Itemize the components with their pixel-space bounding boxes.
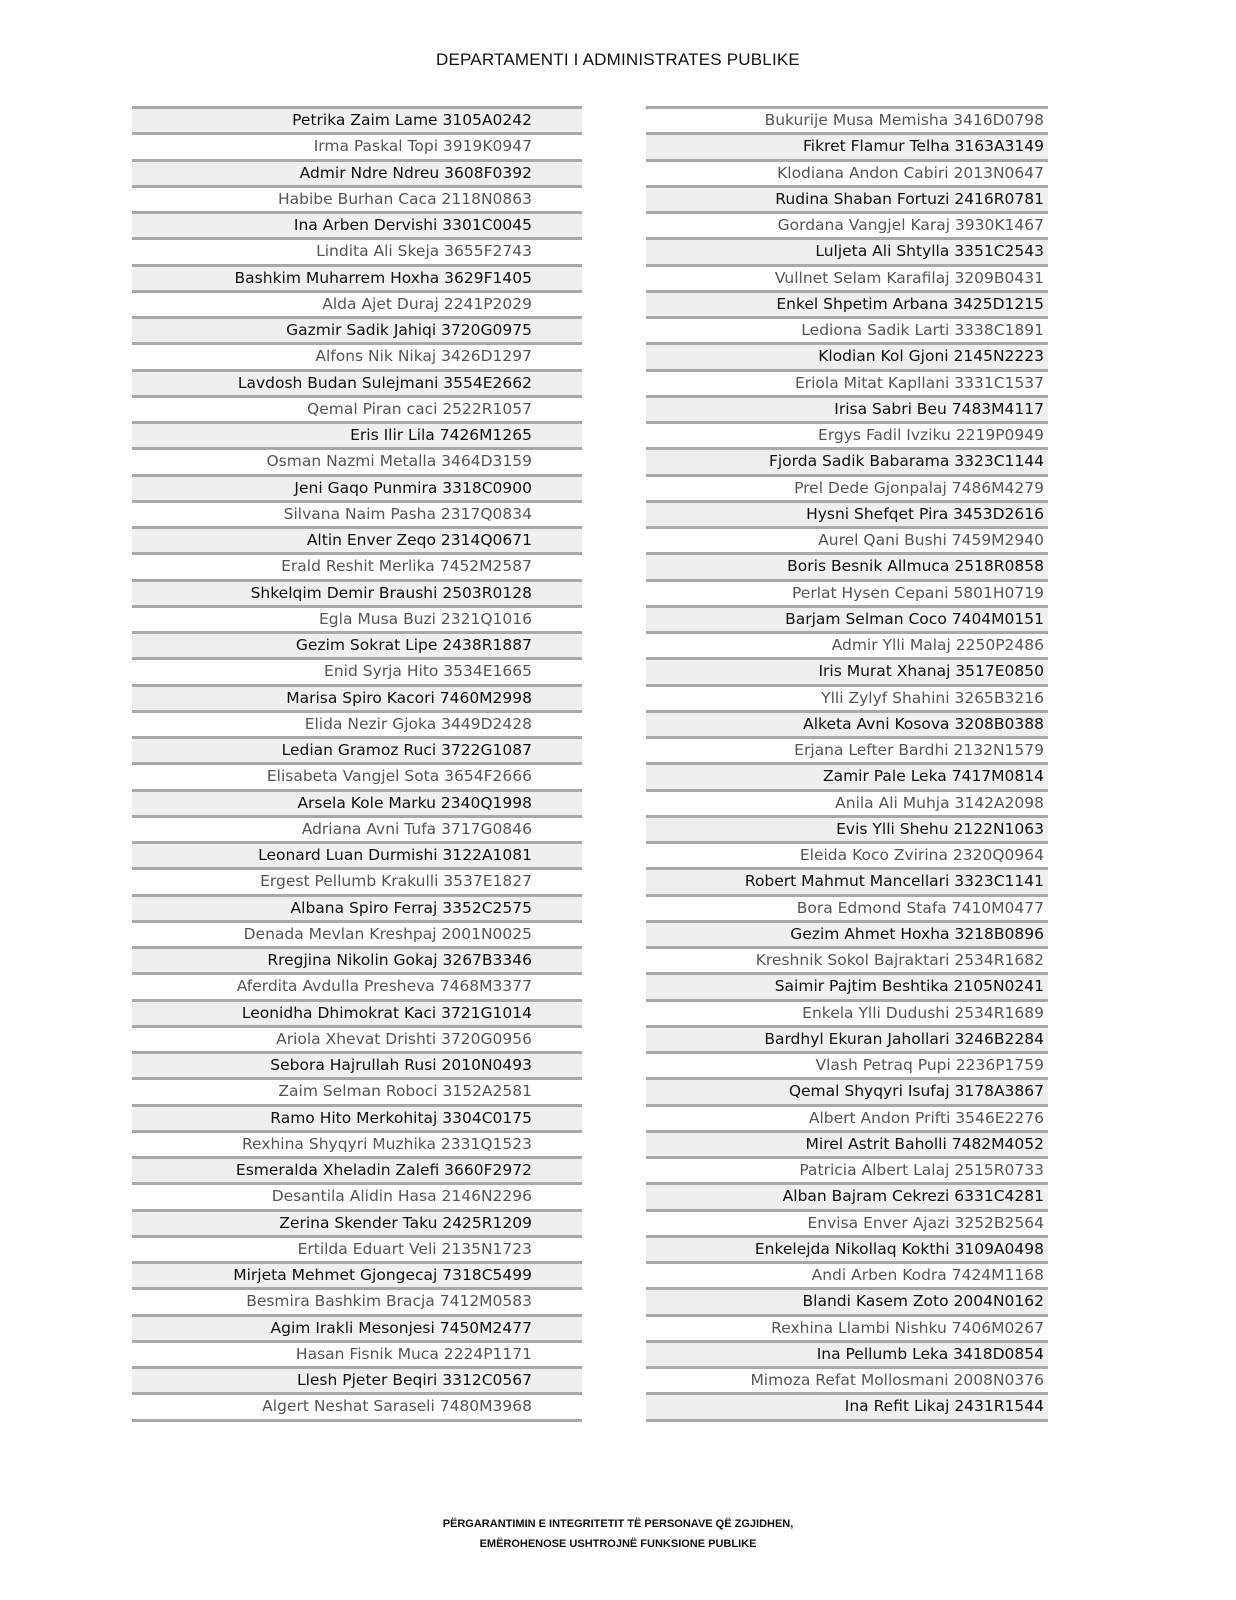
list-item: Rexhina Llambi Nishku 7406M0267 xyxy=(646,1314,1048,1340)
list-item: Ramo Hito Merkohitaj 3304C0175 xyxy=(132,1104,582,1130)
list-item: Ariola Xhevat Drishti 3720G0956 xyxy=(132,1025,582,1051)
list-item: Albana Spiro Ferraj 3352C2575 xyxy=(132,894,582,920)
list-item: Lediona Sadik Larti 3338C1891 xyxy=(646,316,1048,342)
list-item: Ledian Gramoz Ruci 3722G1087 xyxy=(132,736,582,762)
left-column-list xyxy=(132,106,582,1422)
list-item: Admir Ndre Ndreu 3608F0392 xyxy=(132,159,582,185)
list-item: Perlat Hysen Cepani 5801H0719 xyxy=(646,579,1048,605)
list-item: Marisa Spiro Kacori 7460M2998 xyxy=(132,684,582,710)
list-item: Eleida Koco Zvirina 2320Q0964 xyxy=(646,841,1048,867)
list-item: Denada Mevlan Kreshpaj 2001N0025 xyxy=(132,920,582,946)
right-column-list xyxy=(646,106,1048,1422)
footer-line-2: EMËROHENOSE USHTROJNË FUNKSIONE PUBLIKE xyxy=(479,1538,757,1550)
list-item: Altin Enver Zeqo 2314Q0671 xyxy=(132,526,582,552)
list-item: Agim Irakli Mesonjesi 7450M2477 xyxy=(132,1314,582,1340)
list-item: Alda Ajet Duraj 2241P2029 xyxy=(132,290,582,316)
list-item: Llesh Pjeter Beqiri 3312C0567 xyxy=(132,1366,582,1392)
list-item: Rudina Shaban Fortuzi 2416R0781 xyxy=(646,185,1048,211)
list-item: Albert Andon Prifti 3546E2276 xyxy=(646,1104,1048,1130)
list-item: Vlash Petraq Pupi 2236P1759 xyxy=(646,1051,1048,1077)
list-item: Leonidha Dhimokrat Kaci 3721G1014 xyxy=(132,999,582,1025)
list-item: Fikret Flamur Telha 3163A3149 xyxy=(646,132,1048,158)
list-item: Adriana Avni Tufa 3717G0846 xyxy=(132,815,582,841)
list-item: Zaim Selman Roboci 3152A2581 xyxy=(132,1077,582,1103)
list-item: Lindita Ali Skeja 3655F2743 xyxy=(132,237,582,263)
list-item: Erjana Lefter Bardhi 2132N1579 xyxy=(646,736,1048,762)
list-item: Anila Ali Muhja 3142A2098 xyxy=(646,789,1048,815)
list-item: Mimoza Refat Mollosmani 2008N0376 xyxy=(646,1366,1048,1392)
list-item: Ina Arben Dervishi 3301C0045 xyxy=(132,211,582,237)
list-item: Ina Pellumb Leka 3418D0854 xyxy=(646,1340,1048,1366)
list-item: Evis Ylli Shehu 2122N1063 xyxy=(646,815,1048,841)
list-item: Alketa Avni Kosova 3208B0388 xyxy=(646,710,1048,736)
list-item: Elisabeta Vangjel Sota 3654F2666 xyxy=(132,762,582,788)
list-item: Leonard Luan Durmishi 3122A1081 xyxy=(132,841,582,867)
list-item: Enkela Ylli Dudushi 2534R1689 xyxy=(646,999,1048,1025)
list-item: Enid Syrja Hito 3534E1665 xyxy=(132,657,582,683)
list-item: Qemal Shyqyri Isufaj 3178A3867 xyxy=(646,1077,1048,1103)
list-item: Hasan Fisnik Muca 2224P1171 xyxy=(132,1340,582,1366)
list-item: Eris Ilir Lila 7426M1265 xyxy=(132,421,582,447)
list-item: Klodiana Andon Cabiri 2013N0647 xyxy=(646,159,1048,185)
list-item: Elida Nezir Gjoka 3449D2428 xyxy=(132,710,582,736)
list-item: Irma Paskal Topi 3919K0947 xyxy=(132,132,582,158)
list-item: Blandi Kasem Zoto 2004N0162 xyxy=(646,1287,1048,1313)
list-item: Ergest Pellumb Krakulli 3537E1827 xyxy=(132,867,582,893)
list-item: Bashkim Muharrem Hoxha 3629F1405 xyxy=(132,264,582,290)
list-item: Besmira Bashkim Bracja 7412M0583 xyxy=(132,1287,582,1313)
list-divider xyxy=(132,1419,582,1422)
list-item: Gezim Ahmet Hoxha 3218B0896 xyxy=(646,920,1048,946)
list-item: Alban Bajram Cekrezi 6331C4281 xyxy=(646,1182,1048,1208)
list-item: Irisa Sabri Beu 7483M4117 xyxy=(646,395,1048,421)
list-item: Gordana Vangjel Karaj 3930K1467 xyxy=(646,211,1048,237)
list-item: Kreshnik Sokol Bajraktari 2534R1682 xyxy=(646,946,1048,972)
list-item: Fjorda Sadik Babarama 3323C1144 xyxy=(646,447,1048,473)
list-item: Ylli Zylyf Shahini 3265B3216 xyxy=(646,684,1048,710)
list-item: Gazmir Sadik Jahiqi 3720G0975 xyxy=(132,316,582,342)
list-item: Qemal Piran caci 2522R1057 xyxy=(132,395,582,421)
list-item: Erald Reshit Merlika 7452M2587 xyxy=(132,552,582,578)
list-item: Arsela Kole Marku 2340Q1998 xyxy=(132,789,582,815)
list-item: Bukurije Musa Memisha 3416D0798 xyxy=(646,106,1048,132)
list-item: Hysni Shefqet Pira 3453D2616 xyxy=(646,500,1048,526)
list-item: Silvana Naim Pasha 2317Q0834 xyxy=(132,500,582,526)
page-footer xyxy=(0,1514,1236,1554)
list-item: Luljeta Ali Shtylla 3351C2543 xyxy=(646,237,1048,263)
list-item: Rregjina Nikolin Gokaj 3267B3346 xyxy=(132,946,582,972)
list-item: Desantila Alidin Hasa 2146N2296 xyxy=(132,1182,582,1208)
list-item: Habibe Burhan Caca 2118N0863 xyxy=(132,185,582,211)
list-item: Mirel Astrit Baholli 7482M4052 xyxy=(646,1130,1048,1156)
list-item: Admir Ylli Malaj 2250P2486 xyxy=(646,631,1048,657)
list-item: Aferdita Avdulla Presheva 7468M3377 xyxy=(132,972,582,998)
list-item: Andi Arben Kodra 7424M1168 xyxy=(646,1261,1048,1287)
list-item: Petrika Zaim Lame 3105A0242 xyxy=(132,106,582,132)
list-item: Patricia Albert Lalaj 2515R0733 xyxy=(646,1156,1048,1182)
list-item: Vullnet Selam Karafilaj 3209B0431 xyxy=(646,264,1048,290)
list-item: Klodian Kol Gjoni 2145N2223 xyxy=(646,342,1048,368)
list-item: Alfons Nik Nikaj 3426D1297 xyxy=(132,342,582,368)
list-item: Eriola Mitat Kapllani 3331C1537 xyxy=(646,369,1048,395)
list-item: Osman Nazmi Metalla 3464D3159 xyxy=(132,447,582,473)
page-title: DEPARTAMENTI I ADMINISTRATES PUBLIKE xyxy=(436,50,800,69)
list-item: Barjam Selman Coco 7404M0151 xyxy=(646,605,1048,631)
list-item: Aurel Qani Bushi 7459M2940 xyxy=(646,526,1048,552)
list-item: Rexhina Shyqyri Muzhika 2331Q1523 xyxy=(132,1130,582,1156)
list-item: Ertilda Eduart Veli 2135N1723 xyxy=(132,1235,582,1261)
list-item: Iris Murat Xhanaj 3517E0850 xyxy=(646,657,1048,683)
list-item: Envisa Enver Ajazi 3252B2564 xyxy=(646,1209,1048,1235)
list-item: Saimir Pajtim Beshtika 2105N0241 xyxy=(646,972,1048,998)
list-item: Ina Refit Likaj 2431R1544 xyxy=(646,1392,1048,1418)
list-item: Mirjeta Mehmet Gjongecaj 7318C5499 xyxy=(132,1261,582,1287)
list-item: Jeni Gaqo Punmira 3318C0900 xyxy=(132,474,582,500)
list-item: Gezim Sokrat Lipe 2438R1887 xyxy=(132,631,582,657)
list-item: Egla Musa Buzi 2321Q1016 xyxy=(132,605,582,631)
list-item: Bora Edmond Stafa 7410M0477 xyxy=(646,894,1048,920)
list-item: Sebora Hajrullah Rusi 2010N0493 xyxy=(132,1051,582,1077)
list-item: Boris Besnik Allmuca 2518R0858 xyxy=(646,552,1048,578)
list-item: Esmeralda Xheladin Zalefi 3660F2972 xyxy=(132,1156,582,1182)
list-item: Algert Neshat Saraseli 7480M3968 xyxy=(132,1392,582,1418)
list-item: Shkelqim Demir Braushi 2503R0128 xyxy=(132,579,582,605)
list-item: Zerina Skender Taku 2425R1209 xyxy=(132,1209,582,1235)
list-item: Bardhyl Ekuran Jahollari 3246B2284 xyxy=(646,1025,1048,1051)
list-item: Lavdosh Budan Sulejmani 3554E2662 xyxy=(132,369,582,395)
list-divider xyxy=(646,1419,1048,1422)
list-item: Prel Dede Gjonpalaj 7486M4279 xyxy=(646,474,1048,500)
footer-line-1: PËRGARANTIMIN E INTEGRITETIT TË PERSONAVE QË ZGJIDHEN, xyxy=(442,1518,794,1530)
list-item: Robert Mahmut Mancellari 3323C1141 xyxy=(646,867,1048,893)
list-item: Enkelejda Nikollaq Kokthi 3109A0498 xyxy=(646,1235,1048,1261)
list-item: Zamir Pale Leka 7417M0814 xyxy=(646,762,1048,788)
list-item: Enkel Shpetim Arbana 3425D1215 xyxy=(646,290,1048,316)
list-item: Ergys Fadil Ivziku 2219P0949 xyxy=(646,421,1048,447)
